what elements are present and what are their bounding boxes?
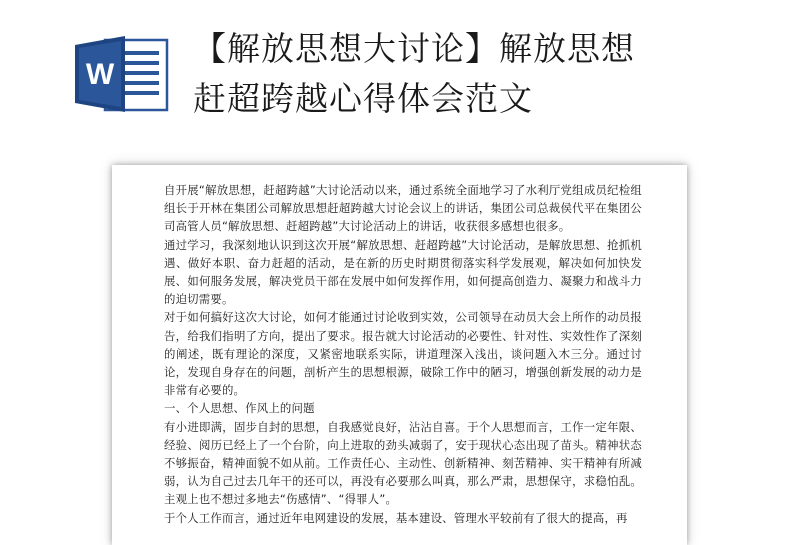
- paragraph: 通过学习，我深刻地认识到这次开展“解放思想、赶超跨越”大讨论活动，是解放思想、抢抓机遇、做好本职、奋力赶超的活动，是在新的历史时期贯彻落实科学发展观，解决如何加快发展、如何服务发展，解决党员干部在发展中如何发挥作用，如何提高创造力、凝聚力和战斗力的迫切需要。: [164, 237, 642, 307]
- paragraph: 自开展“解放思想，赶超跨越”大讨论活动以来，通过系统全面地学习了水利厅党组成员纪检组组长于开林在集团公司解放思想赶超跨越大讨论会议上的讲话，集团公司总裁侯代平在集团公司高管人员“解放思想、赶超跨越”大讨论活动上的讲话，收获很多感想也很多。: [164, 183, 642, 234]
- paragraph: 对于如何搞好这次大讨论，如何才能通过讨论收到实效，公司领导在动员大会上所作的动员报告，给我们指明了方向，提出了要求。报告就大讨论活动的必要性、针对性、实效性作了深刻的阐述，既有理论的深度，又紧密地联系实际，讲道理深入浅出，谈问题入木三分。通过讨论，发现自身存在的问题，剖析产生的思想根源，破除工作中的陋习，增强创新发展的动力是非常有必要的。: [164, 310, 642, 398]
- document-body: [164, 181, 642, 527]
- header: [0, 0, 800, 150]
- section-heading: 一、个人思想、作风上的问题: [164, 401, 315, 416]
- page-title: [193, 24, 783, 124]
- title-line-1: 【解放思想大讨论】解放思想: [193, 29, 635, 68]
- paragraph: 有小进即满，固步自封的思想，自我感觉良好，沾沾自喜。于个人思想而言，工作一定年限、经验、阅历已经上了一个台阶，向上进取的劲头减弱了，安于现状心态出现了苗头。精神状态不够振奋，精神面貌不如从前。工作责任心、主动性、创新精神、刻苦精神、实干精神有所减弱，认为自己过去几年干的还可以，再没有必要那么叫真，那么严肃，思想保守，求稳怕乱。主观上也不想过多地去“伤感情”、“得罪人”。: [164, 419, 642, 507]
- paragraph: 于个人工作而言，通过近年电网建设的发展，基本建设、管理水平较前有了很大的提高，再: [164, 510, 628, 525]
- word-icon-letter: W: [85, 58, 115, 91]
- title-line-2: 赶超跨越心得体会范文: [193, 79, 533, 118]
- word-document-icon: [75, 34, 169, 114]
- document-page: [112, 165, 687, 545]
